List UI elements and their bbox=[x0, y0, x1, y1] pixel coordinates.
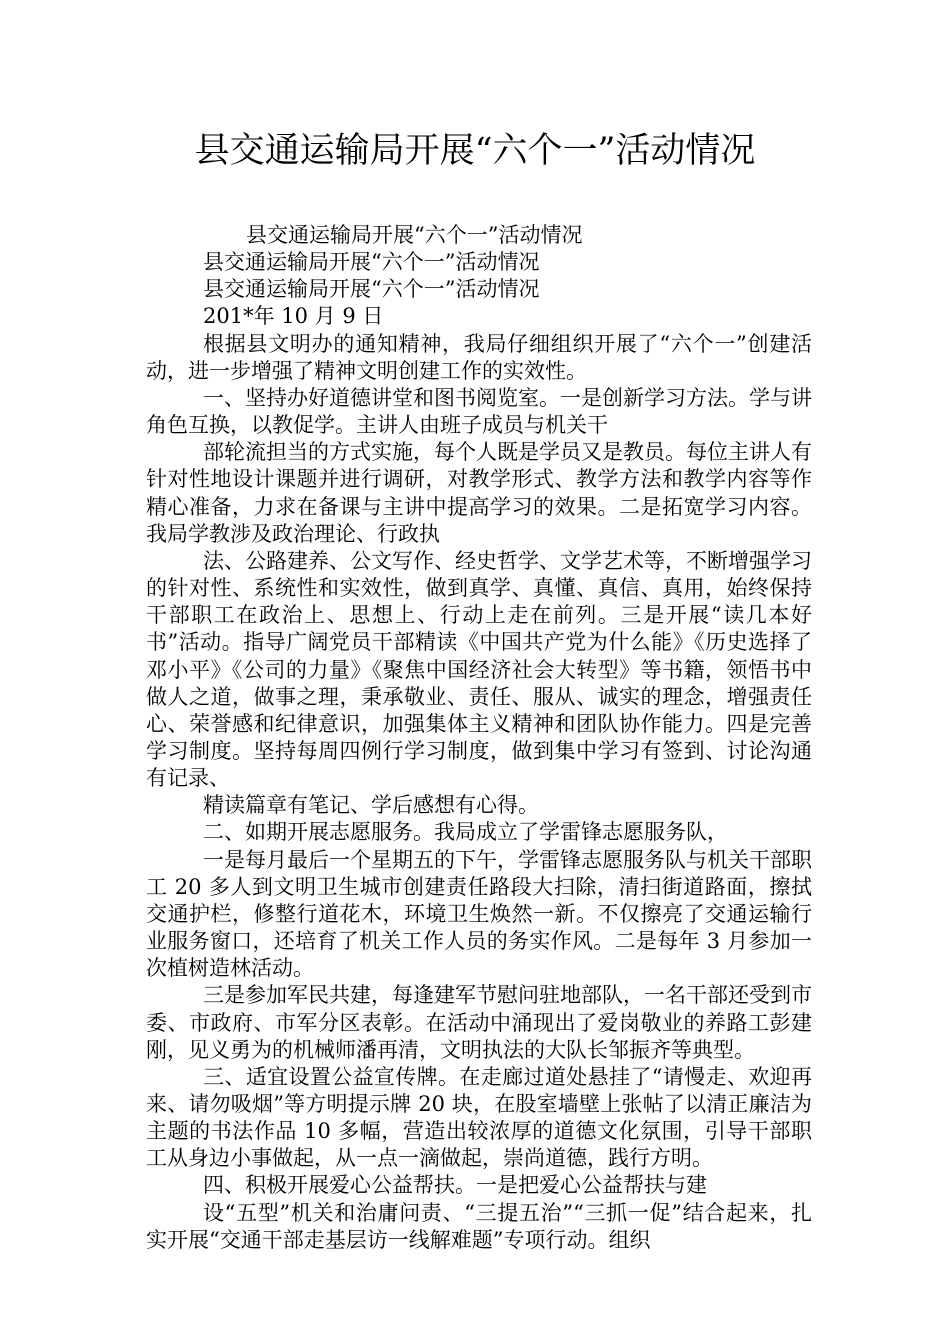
paragraph: 县交通运输局开展“六个一”活动情况 bbox=[246, 223, 583, 247]
paragraph: 三是参加军民共建，每逢建军节慰问驻地部队，一名干部还受到市委、市政府、市军分区表彰。在活动中涌现出了爱岗敬业的养路工彭建刚，见义勇为的机械师潘再清，文明执法的大队长邹振齐等典型。 bbox=[146, 983, 812, 1062]
paragraph: 四、积极开展爱心公益帮扶。一是把爱心公益帮扶与建 bbox=[203, 1173, 707, 1198]
paragraph: 县交通运输局开展“六个一”活动情况 bbox=[203, 250, 540, 275]
paragraph: 三、适宜设置公益宣传牌。在走廊过道处悬挂了“请慢走、欢迎再来、请勿吸烟”等方明提示牌 20 块，在股室墙壁上张帖了以清正廉洁为主题的书法作品 10 多幅，营造出较浓厚的道德文化氛围，引导干部职工从身边小事做起，从一点一滴做起，崇尚道德，践行方明。 bbox=[146, 1064, 812, 1171]
paragraph: 精读篇章有笔记、学后感想有心得。 bbox=[203, 793, 539, 818]
paragraph: 法、公路建养、公文写作、经史哲学、文学艺术等，不断增强学习的针对性、系统性和实效性，做到真学、真懂、真信、真用，始终保持干部职工在政治上、思想上、行动上走在前列。三是开展“读几本好书”活动。指导广阔党员干部精读《中国共产党为什么能》《历史选择了邓小平》《公司的力量》《聚焦中国经济社会大转型》等书籍，领悟书中做人之道，做事之理，秉承敬业、责任、服从、诚实的理念，增强责任心、荣誉感和纪律意识，加强集体主义精神和团队协作能力。四是完善学习制度。坚持每周四例行学习制度，做到集中学习有签到、讨论沟通有记录、 bbox=[146, 548, 812, 791]
paragraph: 根据县文明办的通知精神，我局仔细组织开展了“六个一”创建活动，进一步增强了精神文明创建工作的实效性。 bbox=[146, 331, 812, 383]
paragraph: 二、如期开展志愿服务。我局成立了学雷锋志愿服务队， bbox=[203, 820, 728, 845]
paragraph-date: 201*年 10 月 9 日 bbox=[203, 304, 384, 329]
paragraph: 一、坚持办好道德讲堂和图书阅览室。一是创新学习方法。学与讲角色互换，以教促学。主讲人由班子成员与机关干 bbox=[146, 385, 812, 438]
paragraph: 县交通运输局开展“六个一”活动情况 bbox=[203, 277, 540, 302]
paragraph: 部轮流担当的方式实施，每个人既是学员又是教员。每位主讲人有针对性地设计课题并进行调研，对教学形式、教学方法和教学内容等作精心准备，力求在备课与主讲中提高学习的效果。二是拓宽学习内容。我局学教涉及政治理论、行政执 bbox=[146, 440, 812, 546]
paragraph: 一是每月最后一个星期五的下午，学雷锋志愿服务队与机关干部职工 20 多人到文明卫生城市创建责任路段大扫除，清扫街道路面，擦拭交通护栏，修整行道花木，环境卫生焕然一新。不仅擦亮了交通运输行业服务窗口，还培育了机关工作人员的务实作风。二是每年 3 月参加一次植树造林活动。 bbox=[146, 847, 812, 981]
document-body bbox=[146, 222, 812, 1254]
paragraph: 设“五型”机关和治庸问责、“三提五治”“三抓一促”结合起来，扎实开展“交通干部走基层访一线解难题”专项行动。组织 bbox=[146, 1200, 812, 1252]
document-title: 县交通运输局开展“六个一”活动情况 bbox=[194, 131, 756, 171]
